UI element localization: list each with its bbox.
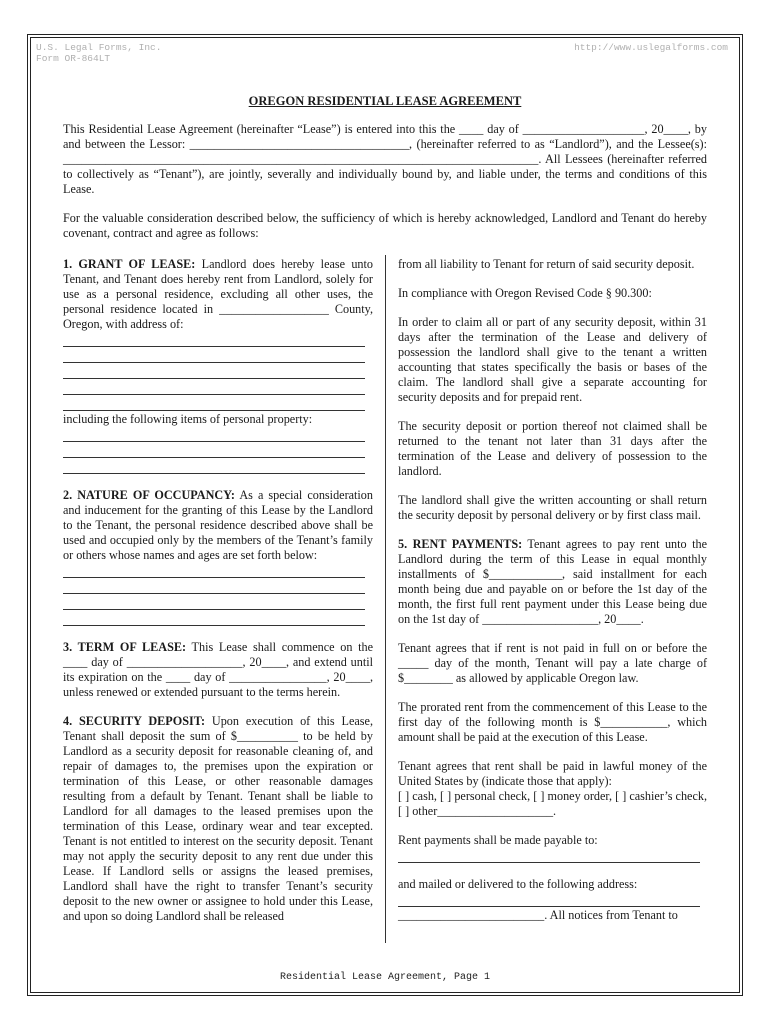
payment-method-text: Tenant agrees that rent shall be paid in lawful money of the United States by (indicate those that apply):: [398, 759, 707, 788]
grant-text: Landlord does hereby lease unto Tenant, and Tenant does hereby rent from Landlord, solely for use as a personal residence, excluding all other uses, the personal residence located in __________________ County, Oregon, with address of:: [63, 257, 373, 331]
occupancy-heading: 2. NATURE OF OCCUPANCY:: [63, 488, 235, 502]
deposit-heading: 4. SECURITY DEPOSIT:: [63, 714, 206, 728]
deposit-cont-p2: In compliance with Oregon Revised Code § 90.300:: [398, 286, 652, 300]
term-text: This Lease shall commence on the ____ day of ___________________, 20____, and extend until its expiration on the ____ day of ________________, 20____, unless renewed or extended pursuant to the terms herein.: [63, 640, 373, 699]
deposit-cont-p3: In order to claim all or part of any security deposit, within 31 days after the termination of the Lease and delivery of possession the landlord shall give to the tenant a written accounting that states specifically the basis or bases of the claim. The landlord shall give a separate accounting for security deposits and for prepaid rent.: [398, 315, 707, 404]
notices-text: ________________________. All notices from Tenant to: [398, 908, 678, 922]
address-line[interactable]: [63, 348, 365, 363]
property-text: including the following items of personal property:: [63, 412, 313, 426]
mailing-address-text: and mailed or delivered to the following address:: [398, 877, 638, 891]
address-line[interactable]: [63, 396, 365, 411]
section-nature-of-occupancy: [63, 488, 373, 626]
header-company: U.S. Legal Forms, Inc.: [36, 42, 162, 53]
deposit-continued-2: [398, 286, 707, 301]
section-rent-payments: [398, 537, 707, 627]
section-term-of-lease: [63, 640, 373, 700]
mailing-address-line[interactable]: [398, 892, 700, 907]
header-left: [36, 42, 161, 64]
section-grant-of-lease: [63, 257, 373, 474]
payable-to-text: Rent payments shall be made payable to:: [398, 833, 598, 847]
column-divider: [385, 255, 386, 943]
address-line[interactable]: [63, 380, 365, 395]
address-line[interactable]: [63, 364, 365, 379]
intro: [63, 122, 707, 255]
deposit-cont-p5: The landlord shall give the written accounting or shall return the security deposit by personal delivery or by first class mail.: [398, 493, 707, 522]
deposit-continued-3: [398, 315, 707, 405]
mailing-address: [398, 877, 707, 923]
intro-paragraph-2: For the valuable consideration described below, the sufficiency of which is hereby acknowledged, Landlord and Tenant do hereby covenant, contract and agree as follows:: [63, 211, 707, 240]
occupant-line[interactable]: [63, 563, 365, 578]
late-charge: [398, 641, 707, 686]
right-column: [398, 257, 707, 937]
deposit-continued-5: [398, 493, 707, 523]
rent-text: Tenant agrees to pay rent unto the Landlord during the term of this Lease in equal monthly installments of $____________, said installment for each month being due and payable on or before the 1st day of the month, the first full rent payment under this Lease being due on the 1st day of ___________________, 20____.: [398, 537, 707, 626]
prorated-rent-text: The prorated rent from the commencement of this Lease to the first day of the following month is $___________, which amount shall be paid at the execution of this Lease.: [398, 700, 707, 744]
section-security-deposit: [63, 714, 373, 924]
header-url[interactable]: http://www.uslegalforms.com: [574, 42, 728, 53]
address-line[interactable]: [63, 332, 365, 347]
occupant-line[interactable]: [63, 595, 365, 610]
header-form-id: Form OR-864LT: [36, 53, 111, 64]
property-line[interactable]: [63, 443, 365, 458]
occupant-line[interactable]: [63, 579, 365, 594]
occupancy-text: As a special consideration and inducement for the granting of this Lease by the Landlord to the Tenant, the personal residence described above shall be used and occupied only by the members of the Tenant’s family or others whose names and ages are set forth below:: [63, 488, 373, 562]
deposit-continued-1: [398, 257, 707, 272]
deposit-continued-4: [398, 419, 707, 479]
payment-method: [398, 759, 707, 819]
deposit-cont-p1: from all liability to Tenant for return of said security deposit.: [398, 257, 695, 271]
prorated-rent: [398, 700, 707, 745]
page-footer: Residential Lease Agreement, Page 1: [279, 972, 491, 983]
payment-method-options[interactable]: [ ] cash, [ ] personal check, [ ] money order, [ ] cashier’s check, [ ] other___________________.: [398, 789, 707, 818]
property-line[interactable]: [63, 459, 365, 474]
left-column: [63, 257, 373, 938]
intro-paragraph-1: This Residential Lease Agreement (hereinafter “Lease”) is entered into this the ____ day of ____________________, 20____, by and between the Lessor: ____________________________________, (hereinafter referred to as “Landlord”), and the Lessee(s): ______________________________________________________________________________. All Lessees (hereinafter referred to collectively as “Tenant”), are jointly, severally and individually bound by, and liable under, the terms and conditions of this Lease.: [63, 122, 707, 196]
property-line[interactable]: [63, 427, 365, 442]
deposit-cont-p4: The security deposit or portion thereof not claimed shall be returned to the tenant not later than 31 days after the termination of the Lease and delivery of possession to the landlord.: [398, 419, 707, 478]
grant-heading: 1. GRANT OF LEASE:: [63, 257, 196, 271]
payee-line[interactable]: [398, 848, 700, 863]
occupant-line[interactable]: [63, 611, 365, 626]
rent-heading: 5. RENT PAYMENTS:: [398, 537, 523, 551]
deposit-text: Upon execution of this Lease, Tenant shall deposit the sum of $__________ to be held by Landlord as a security deposit for reasonable cleaning of, and repair of damages to, the premises upon the expiration or termination of this Lease, or other reasonable damages resulting from a default by Tenant. Tenant shall be liable to Landlord for all damages to the leased premises upon the termination of this Lease, ordinary wear and tear excepted. Tenant is not entitled to interest on the security deposit. Tenant may not apply the security deposit to any rent due under this Lease. If Landlord sells or assigns the leased premises, Landlord shall have the right to transfer Tenant’s security deposit to the new owner or assignee to hold under this Lease, and upon so doing Landlord shall be released: [63, 714, 373, 923]
late-charge-text: Tenant agrees that if rent is not paid in full on or before the _____ day of the month, Tenant will pay a late charge of $________ as allowed by applicable Oregon law.: [398, 641, 707, 685]
document-title: OREGON RESIDENTIAL LEASE AGREEMENT: [248, 94, 522, 108]
term-heading: 3. TERM OF LEASE:: [63, 640, 187, 654]
payable-to: [398, 833, 707, 863]
